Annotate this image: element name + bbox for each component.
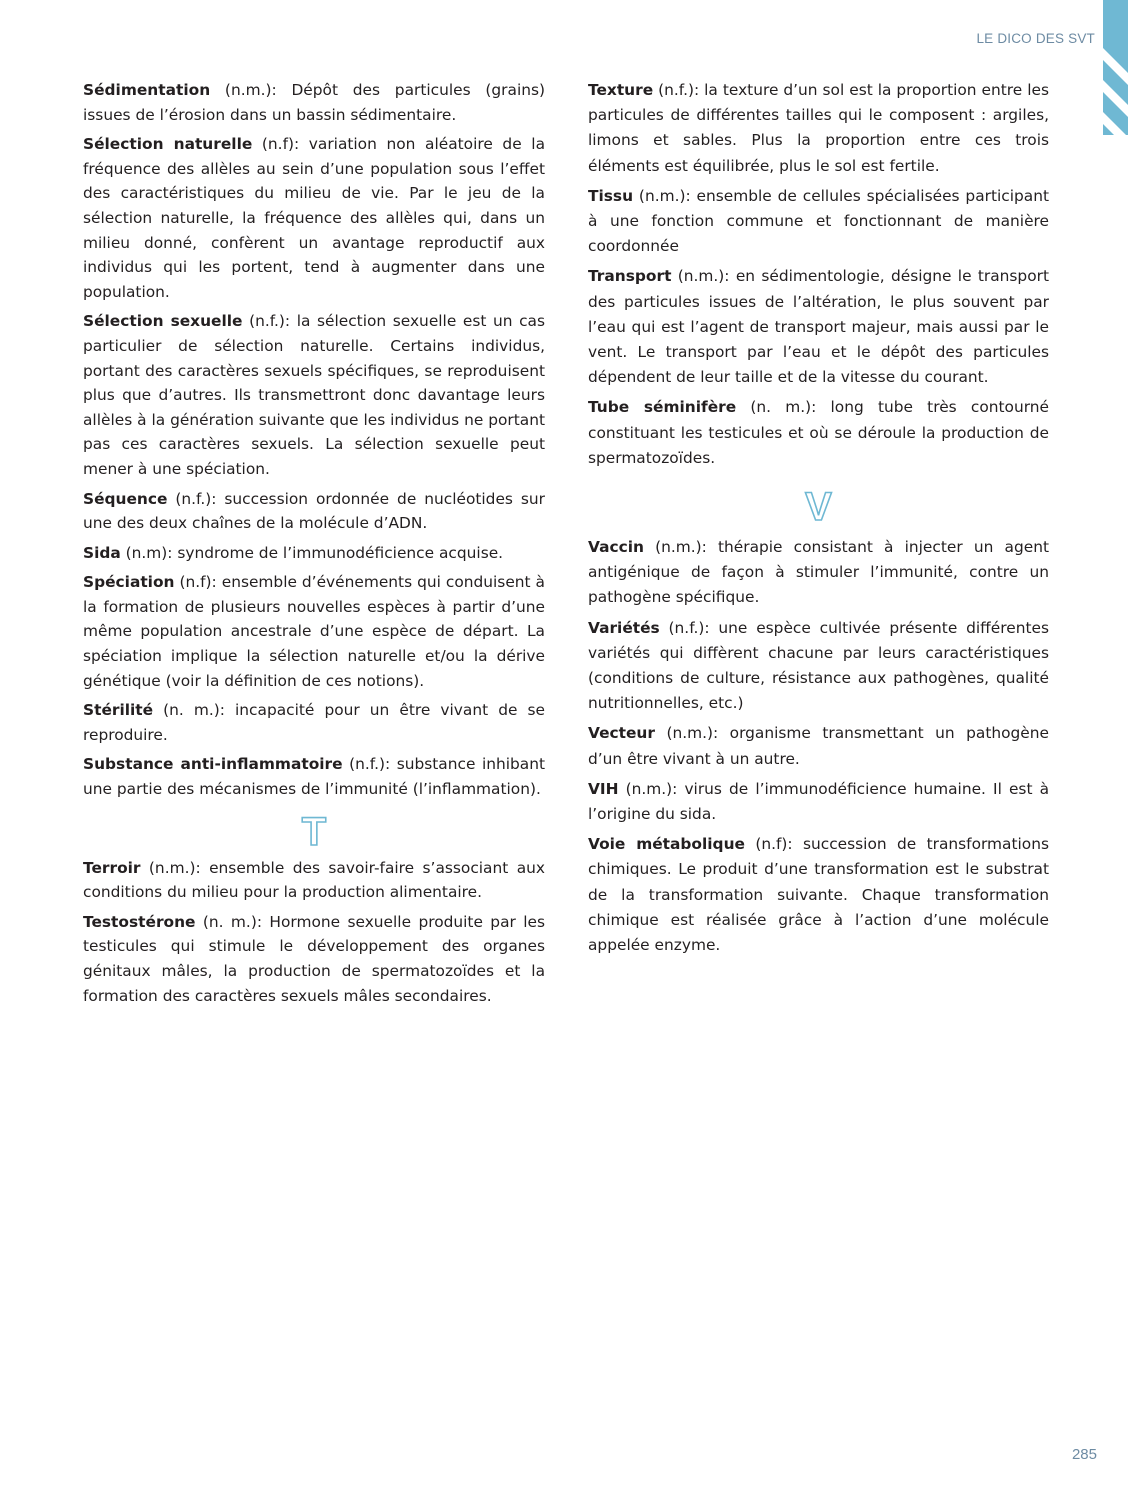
entry-term: Terroir <box>83 858 141 877</box>
entry-definition: en sédimentologie, désigne le transport des particules issues de l’altération, le plus souvent par l’eau qui est l’agent de transport majeur, mais aussi par le vent. Le transport par l’eau et le dépôt des particules dépendent de leur taille et de la vitesse du courant. <box>588 267 1049 387</box>
entry-gender: (n. m.): <box>153 701 236 720</box>
glossary-entry <box>83 132 545 304</box>
entries-v <box>588 535 1049 958</box>
entry-term: Voie métabolique <box>588 835 745 854</box>
entry-definition: long tube très contourné constituant les testicules et où se déroule la production de spermatozoïdes. <box>588 398 1049 467</box>
entry-definition: syndrome de l’immunodéficience acquise. <box>177 543 504 562</box>
entry-term: Sélection naturelle <box>83 135 253 154</box>
glossary-entry <box>588 616 1049 717</box>
entry-gender: (n.m.): <box>140 858 210 877</box>
glossary-entry <box>83 910 545 1008</box>
glossary-entry <box>588 184 1049 260</box>
entry-term: Transport <box>588 267 672 286</box>
entry-definition: variation non aléatoire de la fréquence des allèles au sein d’une population sous l’effet des caractéristiques du milieu de vie. Par le jeu de la sélection naturelle, la fréquence des allèles qui, dans un milieu donné, confèrent un avantage reproductif aux individus qui les portent, tend à augmenter dans une population. <box>83 135 545 301</box>
glossary-entry <box>588 721 1049 771</box>
entries-t-continued <box>588 78 1049 471</box>
entry-definition: ensemble des savoir-faire s’associant aux conditions du milieu pour la production alimentaire. <box>83 858 545 902</box>
glossary-entry <box>588 78 1049 179</box>
entry-gender: (n.m.): <box>633 186 697 205</box>
glossary-entry <box>83 541 545 566</box>
right-column <box>588 78 1049 963</box>
glossary-entry <box>588 777 1049 827</box>
section-tab-decoration <box>1103 0 1128 135</box>
entry-gender: (n.f.): <box>659 618 719 637</box>
entry-gender: (n.m.): <box>654 724 730 743</box>
entry-term: Stérilité <box>83 701 154 720</box>
page-number: 285 <box>1071 1446 1097 1463</box>
entry-definition: incapacité pour un être vivant de se reproduire. <box>83 701 545 744</box>
entry-definition: succession ordonnée de nucléotides sur une des deux chaînes de la molécule d’ADN. <box>83 489 545 533</box>
entry-gender: (n. m.): <box>195 912 270 931</box>
glossary-entry <box>588 535 1049 611</box>
entry-gender: (n.m.): <box>643 538 718 557</box>
entry-term: Vaccin <box>588 538 644 557</box>
entry-gender: (n.f): <box>252 135 309 154</box>
glossary-entry <box>83 78 545 127</box>
entry-gender: (n.f.): <box>342 755 397 774</box>
glossary-entry <box>588 832 1049 958</box>
left-column <box>83 78 545 1013</box>
glossary-entry <box>588 395 1049 471</box>
entry-term: Sida <box>83 543 121 562</box>
entry-definition: la sélection sexuelle est un cas particulier de sélection naturelle. Certains individus, portant des caractères sexuels spécifiques, se reproduisent plus que d’autres. Ils transmettront donc davantage leurs allèles à la génération suivante que les individus ne portant pas ces caractères sexuels. La sélection sexuelle peut mener à une spéciation. <box>83 312 545 478</box>
entry-gender: (n. m.): <box>736 398 831 417</box>
entry-term: Sélection sexuelle <box>83 312 243 331</box>
glossary-entry <box>83 309 545 481</box>
entry-term: Testostérone <box>83 912 196 931</box>
letter-heading-v: V <box>805 485 832 530</box>
entry-term: Vecteur <box>588 724 655 743</box>
entry-gender: (n.f.): <box>653 81 705 99</box>
entry-term: Sédimentation <box>83 81 211 99</box>
entry-term: Substance anti-inflammatoire <box>83 755 343 774</box>
entry-definition: virus de l’immunodéficience humaine. Il est à l’origine du sida. <box>588 779 1049 824</box>
entry-gender: (n.f): <box>744 835 803 854</box>
glossary-entry <box>83 570 545 693</box>
entry-term: Tube séminifère <box>588 398 737 417</box>
entry-term: Séquence <box>83 489 168 508</box>
entry-gender: (n.f): <box>174 573 222 592</box>
entry-definition: Hormone sexuelle produite par les testicules qui stimule le développement des organes génitaux mâles, la production de spermatozoïdes et la formation des caractères sexuels mâles secondaires. <box>83 912 545 1005</box>
entry-definition: une espèce cultivée présente différentes variétés qui diffèrent chacune par leurs caractéristiques (conditions de culture, résistance aux pathogènes, qualité nutritionnelles, etc.) <box>588 618 1049 713</box>
entry-term: Texture <box>588 81 654 99</box>
glossary-entry <box>83 752 545 801</box>
running-header: LE DICO DES SVT <box>976 31 1095 46</box>
entry-definition: ensemble de cellules spécialisées participant à une fonction commune et fonctionnant de manière coordonnée <box>588 186 1049 256</box>
entries-s <box>83 78 545 802</box>
entry-gender: (n.m.): <box>210 81 292 99</box>
entry-term: Variétés <box>588 618 660 637</box>
entry-gender: (n.m.): <box>671 267 736 286</box>
glossary-entry <box>588 264 1049 390</box>
entry-definition: substance inhibant une partie des mécanismes de l’immunité (l’inflammation). <box>83 755 546 799</box>
entry-term: Tissu <box>588 186 634 205</box>
entry-gender: (n.m.): <box>618 779 685 798</box>
entry-term: VIH <box>588 779 619 798</box>
entry-definition: Dépôt des particules (grains) issues de l’érosion dans un bassin sédimentaire. <box>83 81 545 124</box>
glossary-entry <box>83 698 545 747</box>
entry-gender: (n.f.): <box>242 312 297 331</box>
entry-definition: la texture d’un sol est la proportion entre les particules de différentes tailles qui le composent : argiles, limons et sables. Plus la proportion entre ces trois éléments est équilibrée, plus le sol est fertile. <box>588 81 1049 175</box>
entry-definition: organisme transmettant un pathogène d’un être vivant à un autre. <box>588 724 1049 768</box>
entry-definition: thérapie consistant à injecter un agent antigénique de façon à stimuler l’immunité, contre un pathogène spécifique. <box>588 538 1049 607</box>
entries-t <box>83 856 545 1009</box>
entry-gender: (n.f.): <box>167 489 225 508</box>
entry-term: Spéciation <box>83 573 175 592</box>
entry-definition: ensemble d’événements qui conduisent à la formation de plusieurs nouvelles espèces à partir d’une même population ancestrale d’une espèce de départ. La spéciation implique la sélection naturelle et/ou la dérive génétique (voir la définition de ces notions). <box>83 573 545 690</box>
glossary-entry <box>83 856 545 905</box>
glossary-entry <box>83 487 545 536</box>
letter-heading-t: T <box>301 809 327 854</box>
entry-gender: (n.m): <box>120 543 178 562</box>
entry-definition: succession de transformations chimiques. Le produit d’une transformation est le substrat de la transformation suivante. Chaque transformation chimique est réalisée grâce à l’action d’une molécule appelée enzyme. <box>588 835 1049 955</box>
